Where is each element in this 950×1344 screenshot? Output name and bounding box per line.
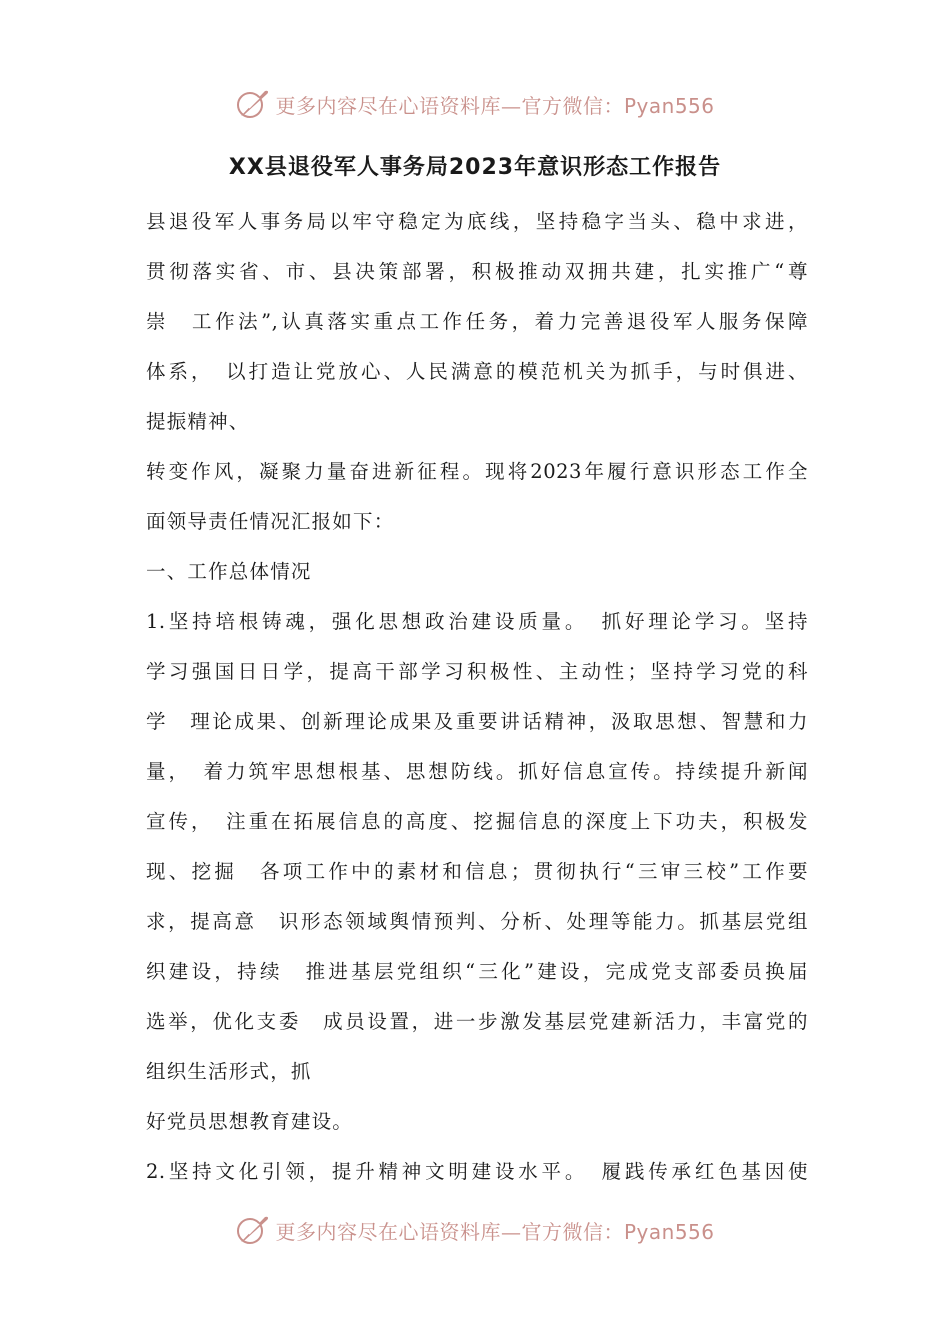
feather-pen-circle-icon — [235, 86, 271, 122]
section-heading: 一、工作总体情况 — [146, 560, 312, 583]
body-line: 2.坚持文化引领，提升精神文明建设水平。 履践传承红色基因使 — [146, 1160, 808, 1183]
body-line: 1.坚持培根铸魂，强化思想政治建设质量。 抓好理论学习。坚持 — [146, 610, 808, 633]
watermark-wechat-id: Pyan556 — [623, 93, 715, 118]
body-line: 提振精神、 — [146, 410, 250, 433]
body-line: 组织生活形式，抓 — [146, 1060, 312, 1083]
body-line: 县退役军人事务局以牢守稳定为底线，坚持稳字当头、稳中求进， — [146, 210, 808, 233]
body-line: 贯彻落实省、市、县决策部署，积极推动双拥共建，扎实推广“尊 — [146, 260, 808, 283]
watermark-text — [275, 90, 714, 119]
feather-pen-circle-icon — [235, 1212, 271, 1248]
document-body — [146, 197, 808, 1197]
body-line: 好党员思想教育建设。 — [146, 1110, 354, 1133]
body-line: 体系， 以打造让党放心、人民满意的模范机关为抓手，与时俱进、 — [146, 360, 808, 383]
body-line: 现、挖掘 各项工作中的素材和信息；贯彻执行“三审三校”工作要 — [146, 860, 808, 883]
body-line: 选举，优化支委 成员设置，进一步激发基层党建新活力，丰富党的 — [146, 1010, 808, 1033]
document-title: XX县退役军人事务局2023年意识形态工作报告 — [228, 155, 722, 180]
body-line: 转变作风，凝聚力量奋进新征程。现将2023年履行意识形态工作全 — [146, 460, 808, 483]
body-line: 织建设，持续 推进基层党组织“三化”建设，完成党支部委员换届 — [146, 960, 808, 983]
watermark-wechat-id: Pyan556 — [623, 1219, 715, 1244]
watermark-text — [275, 1216, 714, 1245]
body-line: 崇 工作法”,认真落实重点工作任务，着力完善退役军人服务保障 — [146, 310, 808, 333]
watermark-label: 更多内容尽在心语资料库—官方微信： — [275, 93, 624, 118]
header-watermark-banner — [0, 80, 950, 128]
body-line: 面领导责任情况汇报如下： — [146, 510, 395, 533]
body-line: 宣传， 注重在拓展信息的高度、挖掘信息的深度上下功夫，积极发 — [146, 810, 808, 833]
footer-watermark-banner — [0, 1206, 950, 1254]
watermark-label: 更多内容尽在心语资料库—官方微信： — [275, 1219, 624, 1244]
body-line: 学 理论成果、创新理论成果及重要讲话精神，汲取思想、智慧和力 — [146, 710, 808, 733]
body-line: 学习强国日日学，提高干部学习积极性、主动性；坚持学习党的科 — [146, 660, 808, 683]
body-line: 量， 着力筑牢思想根基、思想防线。抓好信息宣传。持续提升新闻 — [146, 760, 808, 783]
body-line: 求，提高意 识形态领域舆情预判、分析、处理等能力。抓基层党组 — [146, 910, 808, 933]
